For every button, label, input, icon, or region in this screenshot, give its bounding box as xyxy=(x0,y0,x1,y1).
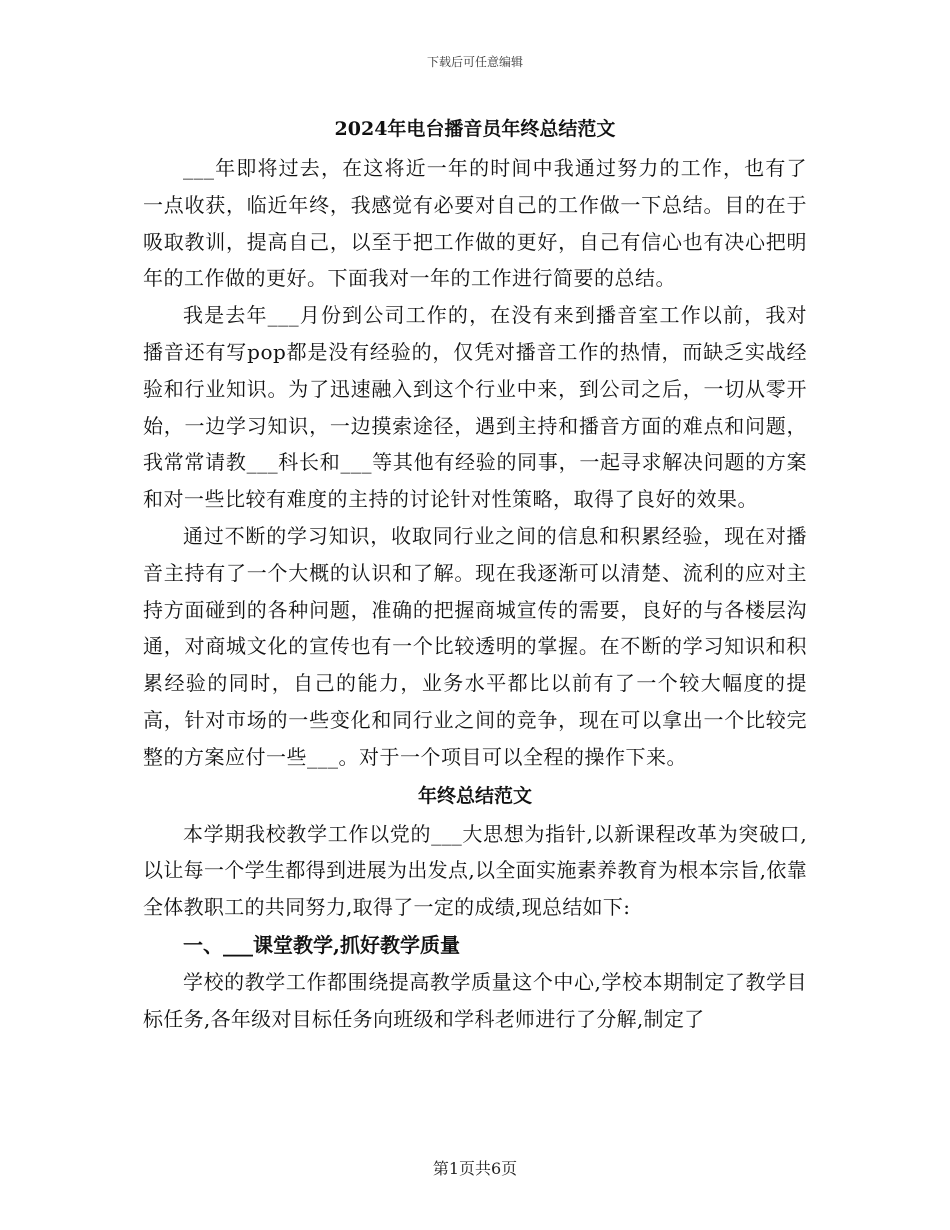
page-number: 第1页共6页 xyxy=(432,1159,518,1178)
paragraph: 学校的教学工作都围绕提高教学质量这个中心,学校本期制定了教学目标任务,各年级对目标任务向班级和学科老师进行了分解,制定了 xyxy=(143,969,807,1031)
document-title: 2024年电台播音员年终总结范文 xyxy=(334,118,616,140)
section-heading: 一、___课堂教学,抓好教学质量 xyxy=(183,932,460,957)
paragraph: 我是去年___月份到公司工作的，在没有来到播音室工作以前，我对播音还有写pop都是没有经验的，仅凭对播音工作的热情，而缺乏实战经验和行业知识。为了迅速融入到这个行业中来，到公司之后，一切从零开始，一边学习知识，一边摸索途径，遇到主持和播音方面的难点和问题，我常常请教___科长和___等其他有经验的同事，一起寻求解决问题的方案和对一些比较有难度的主持的讨论针对性策略，取得了良好的效果。 xyxy=(143,303,807,512)
paragraph: ___年即将过去，在这将近一年的时间中我通过努力的工作，也有了一点收获，临近年终，我感觉有必要对自己的工作做一下总结。目的在于吸取教训，提高自己，以至于把工作做的更好，自己有信心也有决心把明年的工作做的更好。下面我对一年的工作进行简要的总结。 xyxy=(143,156,807,291)
document-body xyxy=(143,112,807,1038)
section-subtitle: 年终总结范文 xyxy=(417,784,532,807)
page-header-note: 下载后可任意编辑 xyxy=(426,55,523,69)
paragraph: 本学期我校教学工作以党的___大思想为指针,以新课程改革为突破口,以让每一个学生都得到进展为出发点,以全面实施素养教育为根本宗旨,依靠全体教职工的共同努力,取得了一定的成绩,现总结如下: xyxy=(143,821,807,920)
paragraph: 通过不断的学习知识，收取同行业之间的信息和积累经验，现在对播音主持有了一个大概的认识和了解。现在我逐渐可以清楚、流利的应对主持方面碰到的各种问题，准确的把握商城宣传的需要，良好的与各楼层沟通，对商城文化的宣传也有一个比较透明的掌握。在不断的学习知识和积累经验的同时，自己的能力，业务水平都比以前有了一个较大幅度的提高，针对市场的一些变化和同行业之间的竞争，现在可以拿出一个比较完整的方案应付一些___。对于一个项目可以全程的操作下来。 xyxy=(143,523,807,769)
